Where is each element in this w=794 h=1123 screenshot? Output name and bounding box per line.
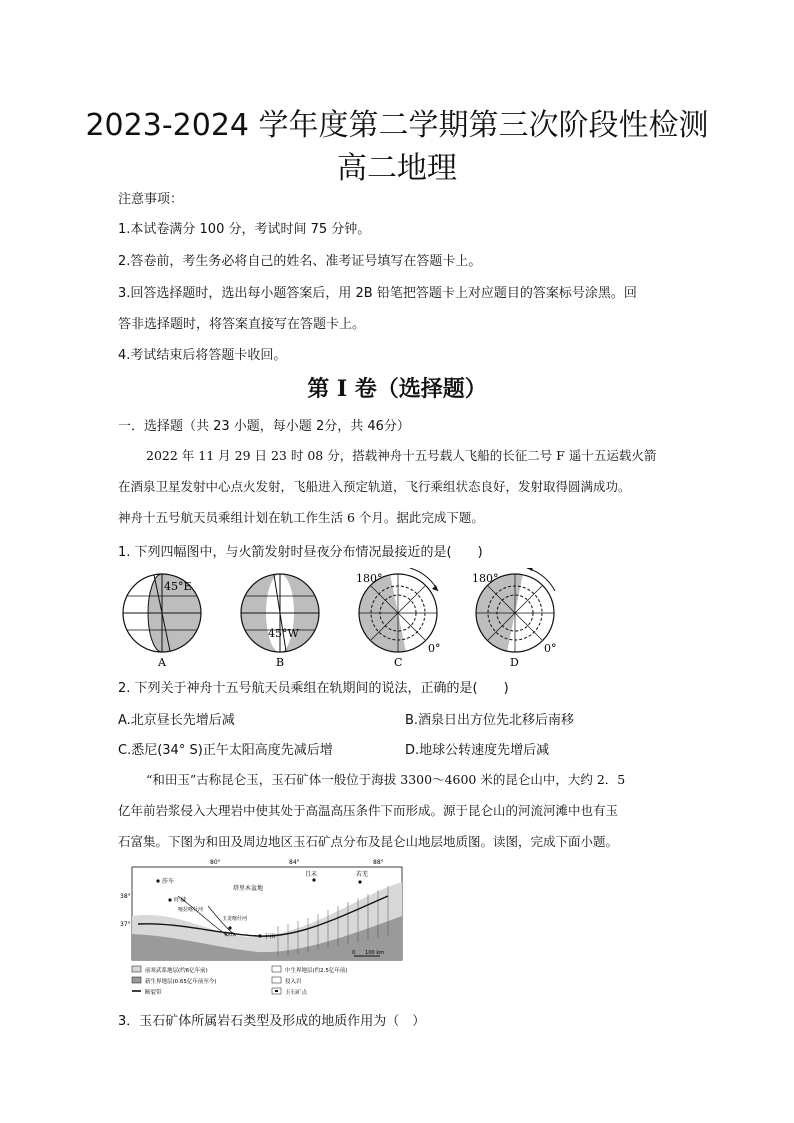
question-3-stem: 3．玉石矿体所属岩石类型及形成的地质作用为（ ） — [118, 1014, 426, 1029]
svg-text:88°: 88° — [373, 859, 384, 866]
note-item: 2.答卷前，考生务必将自己的姓名、准考证号填写在答题卡上。 — [118, 254, 482, 269]
q1-figures — [118, 568, 568, 670]
q2-option-c: C.悉尼(34° S)正午太阳高度先减后增 — [118, 743, 333, 758]
svg-text:38°: 38° — [120, 893, 131, 900]
note-item: 1.本试卷满分 100 分，考试时间 75 分钟。 — [118, 222, 371, 237]
globe-c-bottom: 0° — [428, 642, 441, 655]
svg-text:喀拉喀什河: 喀拉喀什河 — [178, 907, 204, 913]
section-subtitle: 一．选择题（共 23 小题，每小题 2分，共 46分） — [118, 419, 410, 434]
notes-heading: 注意事项： — [118, 192, 184, 207]
svg-text:中生界地层(约2.5亿年前): 中生界地层(约2.5亿年前) — [285, 968, 348, 974]
svg-text:37°: 37° — [120, 921, 131, 928]
svg-text:塔里木盆地: 塔里木盆地 — [233, 885, 264, 892]
svg-text:莎车: 莎车 — [162, 878, 175, 885]
svg-text:80°: 80° — [210, 859, 221, 866]
svg-text:新生界地层(0.65亿年前至今): 新生界地层(0.65亿年前至今) — [145, 979, 217, 985]
svg-text:侵入岩: 侵入岩 — [285, 979, 302, 985]
note-item: 4.考试结束后将答题卡收回。 — [118, 348, 287, 363]
globe-a-annotation: 45°E — [164, 580, 192, 593]
passage-line: 石富集。下图为和田及周边地区玉石矿点分布及昆仑山地层地质图。读图，完成下面小题。 — [118, 834, 619, 849]
svg-text:前寒武系地层(约6亿年前): 前寒武系地层(约6亿年前) — [145, 968, 208, 974]
svg-text:且末: 且末 — [305, 871, 318, 878]
svg-text:玉石矿点: 玉石矿点 — [285, 990, 308, 996]
globe-c-label: C — [394, 656, 403, 669]
passage-line: 在酒泉卫星发射中心点火发射，飞船进入预定轨道，飞行乘组状态良好，发射取得圆满成功。 — [118, 479, 631, 494]
passage-line: 神舟十五号航天员乘组计划在轨工作生活 6 个月。据此完成下题。 — [118, 510, 484, 525]
globe-a-label: A — [158, 656, 166, 669]
globe-c-top: 180° — [356, 572, 383, 585]
globe-b-label: B — [276, 656, 285, 669]
svg-text:于田: 于田 — [264, 934, 276, 940]
passage-line: 2022 年 11 月 29 日 23 时 08 分，搭载神舟十五号载人飞船的长征二号 F 遥十五运载火箭 — [146, 448, 657, 463]
section-title: 第 I 卷（选择题） — [307, 376, 487, 402]
globe-figure-b — [241, 574, 319, 652]
globe-d-bottom: 0° — [544, 642, 557, 655]
passage-line: 亿年前岩浆侵入大理岩中使其处于高温高压条件下而形成。源于昆仑山的河流河滩中也有玉 — [118, 803, 619, 818]
note-item: 答非选择题时，将答案直接写在答题卡上。 — [118, 317, 366, 332]
globe-d-top: 180° — [472, 572, 499, 585]
question-1-stem: 1. 下列四幅图中，与火箭发射时昼夜分布情况最接近的是( ) — [118, 545, 483, 560]
svg-text:84°: 84° — [289, 859, 300, 866]
globe-d-label: D — [510, 656, 519, 669]
geology-map — [118, 856, 418, 1004]
svg-text:若羌: 若羌 — [356, 871, 369, 878]
svg-text:玉龙喀什河: 玉龙喀什河 — [222, 916, 248, 922]
q2-option-a: A.北京昼长先增后减 — [118, 713, 235, 728]
q2-option-b: B.酒泉日出方位先北移后南移 — [405, 713, 575, 728]
q2-option-d: D.地球公转速度先增后减 — [405, 743, 550, 758]
note-item: 3.回答选择题时，选出每小题答案后，用 2B 铅笔把答题卡上对应题目的答案标号涂黑。回 — [118, 286, 637, 301]
globe-b-annotation: 45°W — [268, 627, 299, 640]
svg-text:断裂带: 断裂带 — [145, 990, 162, 996]
exam-subject: 高二地理 — [337, 151, 457, 186]
svg-text:和田: 和田 — [224, 932, 235, 938]
question-2-stem: 2. 下列关于神舟十五号航天员乘组在轨期间的说法，正确的是( ) — [118, 681, 509, 696]
svg-text:0 100 km: 0 100 km — [352, 950, 385, 956]
passage-line: “和田玉”古称昆仑玉，玉石矿体一般位于海拔 3300～4600 米的昆仑山中，大约 2．5 — [146, 772, 626, 787]
exam-title: 2023-2024 学年度第二学期第三次阶段性检测 — [85, 108, 709, 143]
globe-figure-a — [123, 574, 201, 652]
svg-text:叶城: 叶城 — [174, 897, 187, 904]
